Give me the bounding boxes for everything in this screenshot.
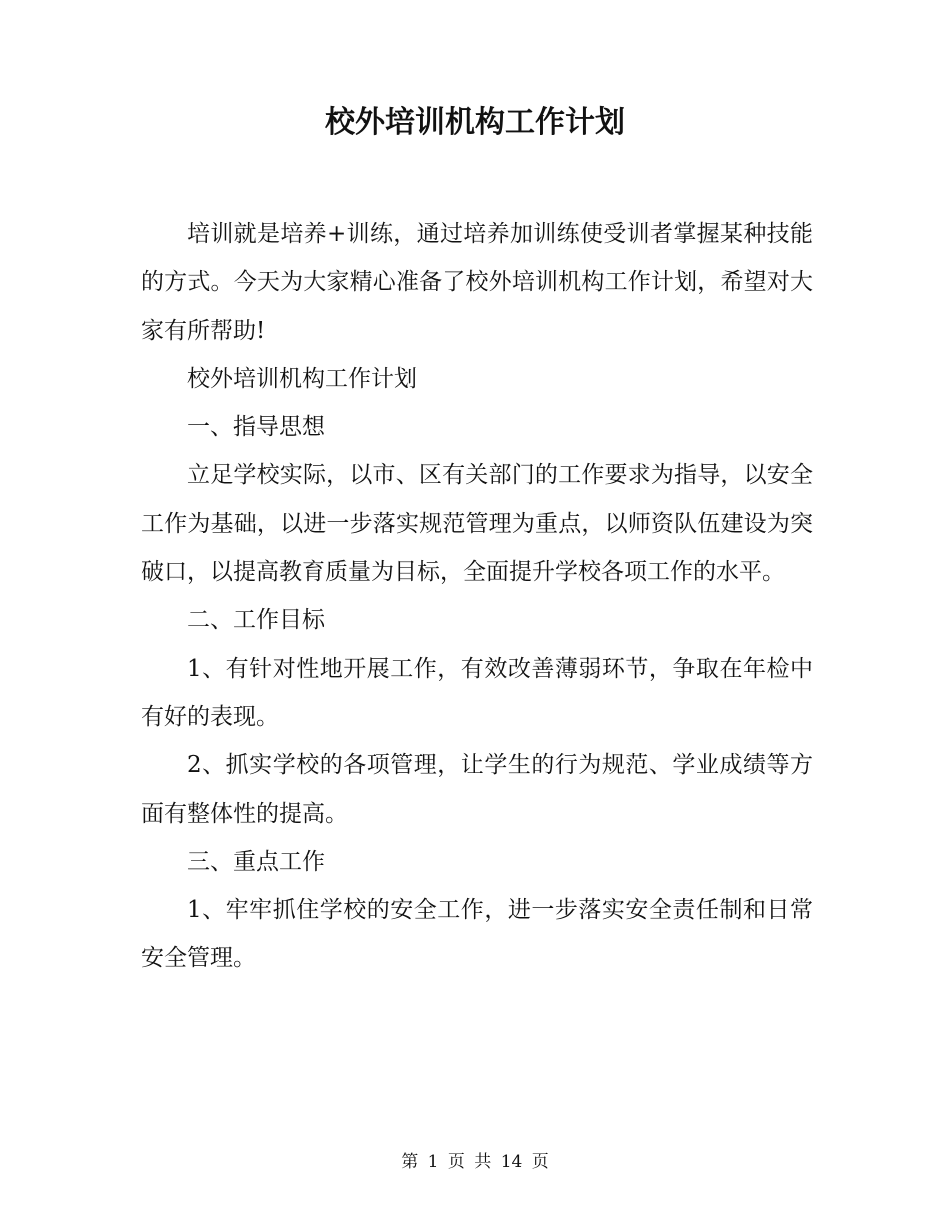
page-number-footer: 第 1 页 共 14 页 xyxy=(401,1152,549,1172)
section-heading-work-goals: 二、工作目标 xyxy=(187,607,325,634)
paragraph-key-work-1: 1、牢牢抓住学校的安全工作，进一步落实安全责任制和日常安全管理。 xyxy=(141,897,813,972)
paragraph-intro: 培训就是培养+训练，通过培养加训练使受训者掌握某种技能的方式。今天为大家精心准备了校外培训机构工作计划，希望对大家有所帮助! xyxy=(141,221,813,344)
paragraph-heading-plan: 校外培训机构工作计划 xyxy=(187,365,417,392)
section-heading-guiding-thought: 一、指导思想 xyxy=(187,414,325,441)
paragraph-goal-2: 2、抓实学校的各项管理，让学生的行为规范、学业成绩等方面有整体性的提高。 xyxy=(141,752,813,827)
paragraph-goal-1: 1、有针对性地开展工作，有效改善薄弱环节，争取在年检中有好的表现。 xyxy=(141,655,813,730)
section-heading-key-work: 三、重点工作 xyxy=(187,848,325,875)
paragraph-guiding-thought: 立足学校实际，以市、区有关部门的工作要求为指导，以安全工作为基础，以进一步落实规范管理为重点，以师资队伍建设为突破口，以提高教育质量为目标，全面提升学校各项工作的水平。 xyxy=(141,462,813,586)
document-title: 校外培训机构工作计划 xyxy=(325,105,625,140)
document-body xyxy=(141,210,813,983)
